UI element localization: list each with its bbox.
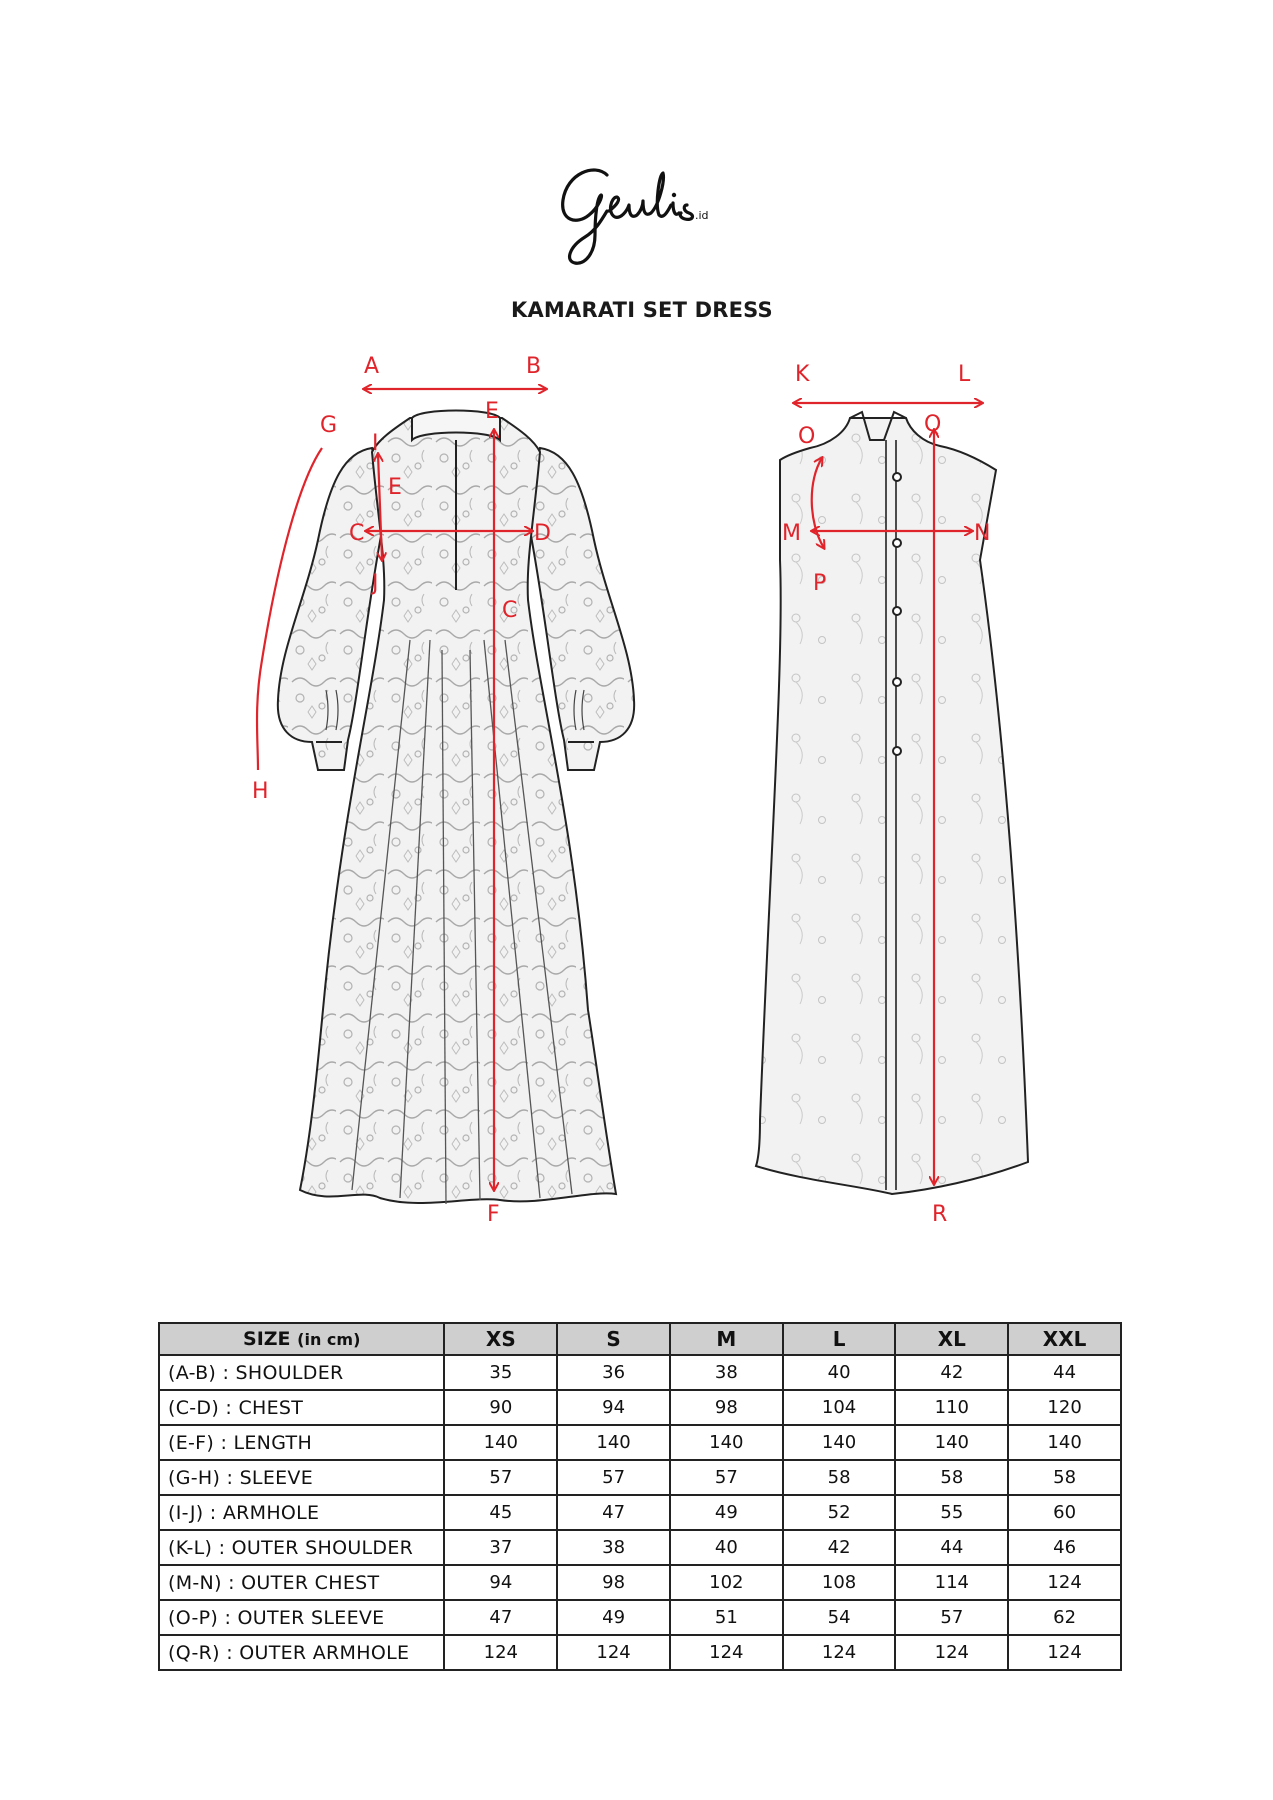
label-l: L [958, 362, 971, 387]
table-cell: 42 [895, 1355, 1008, 1390]
row-label: (I-J) : ARMHOLE [159, 1495, 444, 1530]
table-cell: 124 [783, 1635, 896, 1670]
label-a: A [364, 354, 380, 379]
table-cell: 57 [444, 1460, 557, 1495]
row-label: (M-N) : OUTER CHEST [159, 1565, 444, 1600]
table-cell: 40 [783, 1355, 896, 1390]
table-cell: 49 [557, 1600, 670, 1635]
header-s: S [557, 1323, 670, 1355]
label-r: R [932, 1202, 948, 1227]
label-p: P [813, 571, 827, 596]
page-title: KAMARATI SET DRESS [511, 298, 773, 322]
outer-button-3 [893, 607, 901, 615]
table-cell: 140 [783, 1425, 896, 1460]
logo-suffix: .id [695, 209, 709, 222]
table-cell: 120 [1008, 1390, 1121, 1425]
header-xl: XL [895, 1323, 1008, 1355]
label-b: B [526, 354, 542, 379]
label-k: K [795, 362, 810, 387]
table-row [159, 1530, 1121, 1565]
row-label: (E-F) : LENGTH [159, 1425, 444, 1460]
table-row [159, 1600, 1121, 1635]
table-cell: 47 [444, 1600, 557, 1635]
table-cell: 104 [783, 1390, 896, 1425]
table-cell: 35 [444, 1355, 557, 1390]
label-g: G [320, 413, 338, 438]
table-cell: 98 [670, 1390, 783, 1425]
table-cell: 52 [783, 1495, 896, 1530]
table-cell: 42 [783, 1530, 896, 1565]
label-d: D [534, 521, 551, 546]
table-cell: 49 [670, 1495, 783, 1530]
table-cell: 58 [895, 1460, 1008, 1495]
table-cell: 124 [1008, 1565, 1121, 1600]
size-table [158, 1322, 1122, 1671]
row-label: (O-P) : OUTER SLEEVE [159, 1600, 444, 1635]
label-n: N [974, 521, 991, 546]
table-cell: 44 [895, 1530, 1008, 1565]
label-e-sleeve: E [388, 475, 402, 500]
table-cell: 124 [444, 1635, 557, 1670]
outer-button-4 [893, 678, 901, 686]
table-cell: 98 [557, 1565, 670, 1600]
table-cell: 140 [444, 1425, 557, 1460]
header-unit: (in cm) [297, 1330, 361, 1349]
table-cell: 60 [1008, 1495, 1121, 1530]
table-cell: 124 [670, 1635, 783, 1670]
label-m: M [782, 521, 801, 546]
table-cell: 90 [444, 1390, 557, 1425]
row-label: (K-L) : OUTER SHOULDER [159, 1530, 444, 1565]
table-cell: 55 [895, 1495, 1008, 1530]
outer-button-5 [893, 747, 901, 755]
label-h: H [252, 779, 269, 804]
table-cell: 140 [895, 1425, 1008, 1460]
table-cell: 37 [444, 1530, 557, 1565]
label-c-left: C [349, 521, 365, 546]
table-cell: 58 [1008, 1460, 1121, 1495]
table-cell: 140 [670, 1425, 783, 1460]
table-row [159, 1390, 1121, 1425]
dress-drawing [278, 411, 634, 1205]
row-label: (G-H) : SLEEVE [159, 1460, 444, 1495]
header-xs: XS [444, 1323, 557, 1355]
row-label: (C-D) : CHEST [159, 1390, 444, 1425]
table-cell: 57 [670, 1460, 783, 1495]
table-cell: 94 [444, 1565, 557, 1600]
table-cell: 45 [444, 1495, 557, 1530]
table-cell: 51 [670, 1600, 783, 1635]
table-cell: 140 [1008, 1425, 1121, 1460]
table-cell: 38 [557, 1530, 670, 1565]
table-cell: 57 [557, 1460, 670, 1495]
table-cell: 57 [895, 1600, 1008, 1635]
table-cell: 38 [670, 1355, 783, 1390]
table-cell: 94 [557, 1390, 670, 1425]
header-m: M [670, 1323, 783, 1355]
table-row [159, 1425, 1121, 1460]
header-l: L [783, 1323, 896, 1355]
table-cell: 54 [783, 1600, 896, 1635]
table-cell: 36 [557, 1355, 670, 1390]
row-label: (Q-R) : OUTER ARMHOLE [159, 1635, 444, 1670]
table-cell: 40 [670, 1530, 783, 1565]
table-cell: 124 [1008, 1635, 1121, 1670]
table-row [159, 1355, 1121, 1390]
label-q: Q [924, 412, 942, 437]
header-size: SIZE (in cm) [159, 1323, 444, 1355]
label-f-bottom: F [487, 1202, 500, 1227]
table-cell: 110 [895, 1390, 1008, 1425]
table-row [159, 1635, 1121, 1670]
table-cell: 62 [1008, 1600, 1121, 1635]
outer-button-1 [893, 473, 901, 481]
table-cell: 108 [783, 1565, 896, 1600]
label-o: O [798, 424, 816, 449]
table-cell: 46 [1008, 1530, 1121, 1565]
label-e-top: E [485, 399, 499, 424]
label-i: I [372, 431, 379, 456]
table-cell: 47 [557, 1495, 670, 1530]
table-row [159, 1495, 1121, 1530]
table-cell: 140 [557, 1425, 670, 1460]
outer-button-2 [893, 539, 901, 547]
table-cell: 114 [895, 1565, 1008, 1600]
header-xxl: XXL [1008, 1323, 1121, 1355]
table-cell: 124 [557, 1635, 670, 1670]
table-cell: 58 [783, 1460, 896, 1495]
table-header-row [159, 1323, 1121, 1355]
label-c-mid: C [502, 598, 518, 623]
label-j: J [372, 571, 379, 596]
table-cell: 102 [670, 1565, 783, 1600]
table-cell: 44 [1008, 1355, 1121, 1390]
row-label: (A-B) : SHOULDER [159, 1355, 444, 1390]
table-row [159, 1460, 1121, 1495]
table-cell: 124 [895, 1635, 1008, 1670]
table-row [159, 1565, 1121, 1600]
